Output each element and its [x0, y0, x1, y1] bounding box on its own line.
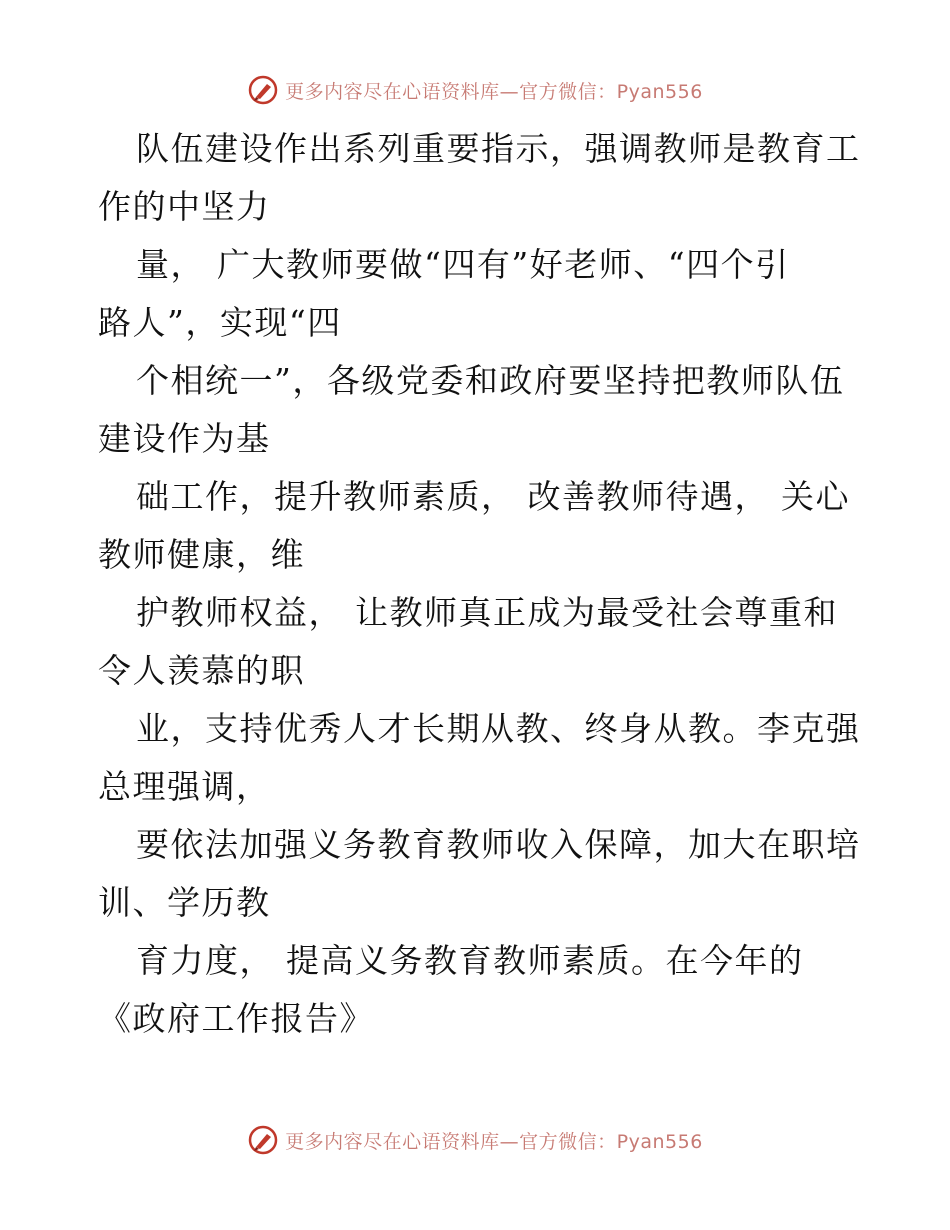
pen-logo-icon: [247, 74, 279, 106]
header-banner-text: 更多内容尽在心语资料库—官方微信：Pyan556: [285, 80, 703, 103]
body-line: 量， 广大教师要做“四有”好老师、“四个引: [136, 245, 790, 284]
pen-logo-icon: [247, 1124, 279, 1156]
body-line: 训、学历教: [98, 883, 271, 922]
body-line: 要依法加强义务教育教师收入保障，加大在职培: [136, 825, 861, 864]
document-body: [98, 120, 861, 1048]
body-line: 个相统一”，各级党委和政府要坚持把教师队伍: [136, 361, 845, 400]
body-line: 教师健康，维: [98, 535, 305, 574]
body-line: 令人羡慕的职: [98, 651, 305, 690]
body-line: 业，支持优秀人才长期从教、终身从教。李克强: [136, 709, 861, 748]
body-line: 总理强调，: [98, 767, 271, 806]
body-line: 路人”，实现“四: [98, 303, 342, 342]
footer-banner: [0, 1120, 950, 1160]
footer-banner-text: 更多内容尽在心语资料库—官方微信：Pyan556: [285, 1130, 703, 1153]
body-line: 建设作为基: [98, 419, 271, 458]
body-line: 《政府工作报告》: [98, 999, 374, 1038]
header-banner: [0, 70, 950, 110]
body-line: 作的中坚力: [98, 187, 271, 226]
body-line: 护教师权益， 让教师真正成为最受社会尊重和: [136, 593, 838, 632]
body-line: 队伍建设作出系列重要指示，强调教师是教育工: [136, 129, 861, 168]
body-line: 础工作，提升教师素质， 改善教师待遇， 关心: [136, 477, 850, 516]
body-line: 育力度， 提高义务教育教师素质。在今年的: [136, 941, 804, 980]
